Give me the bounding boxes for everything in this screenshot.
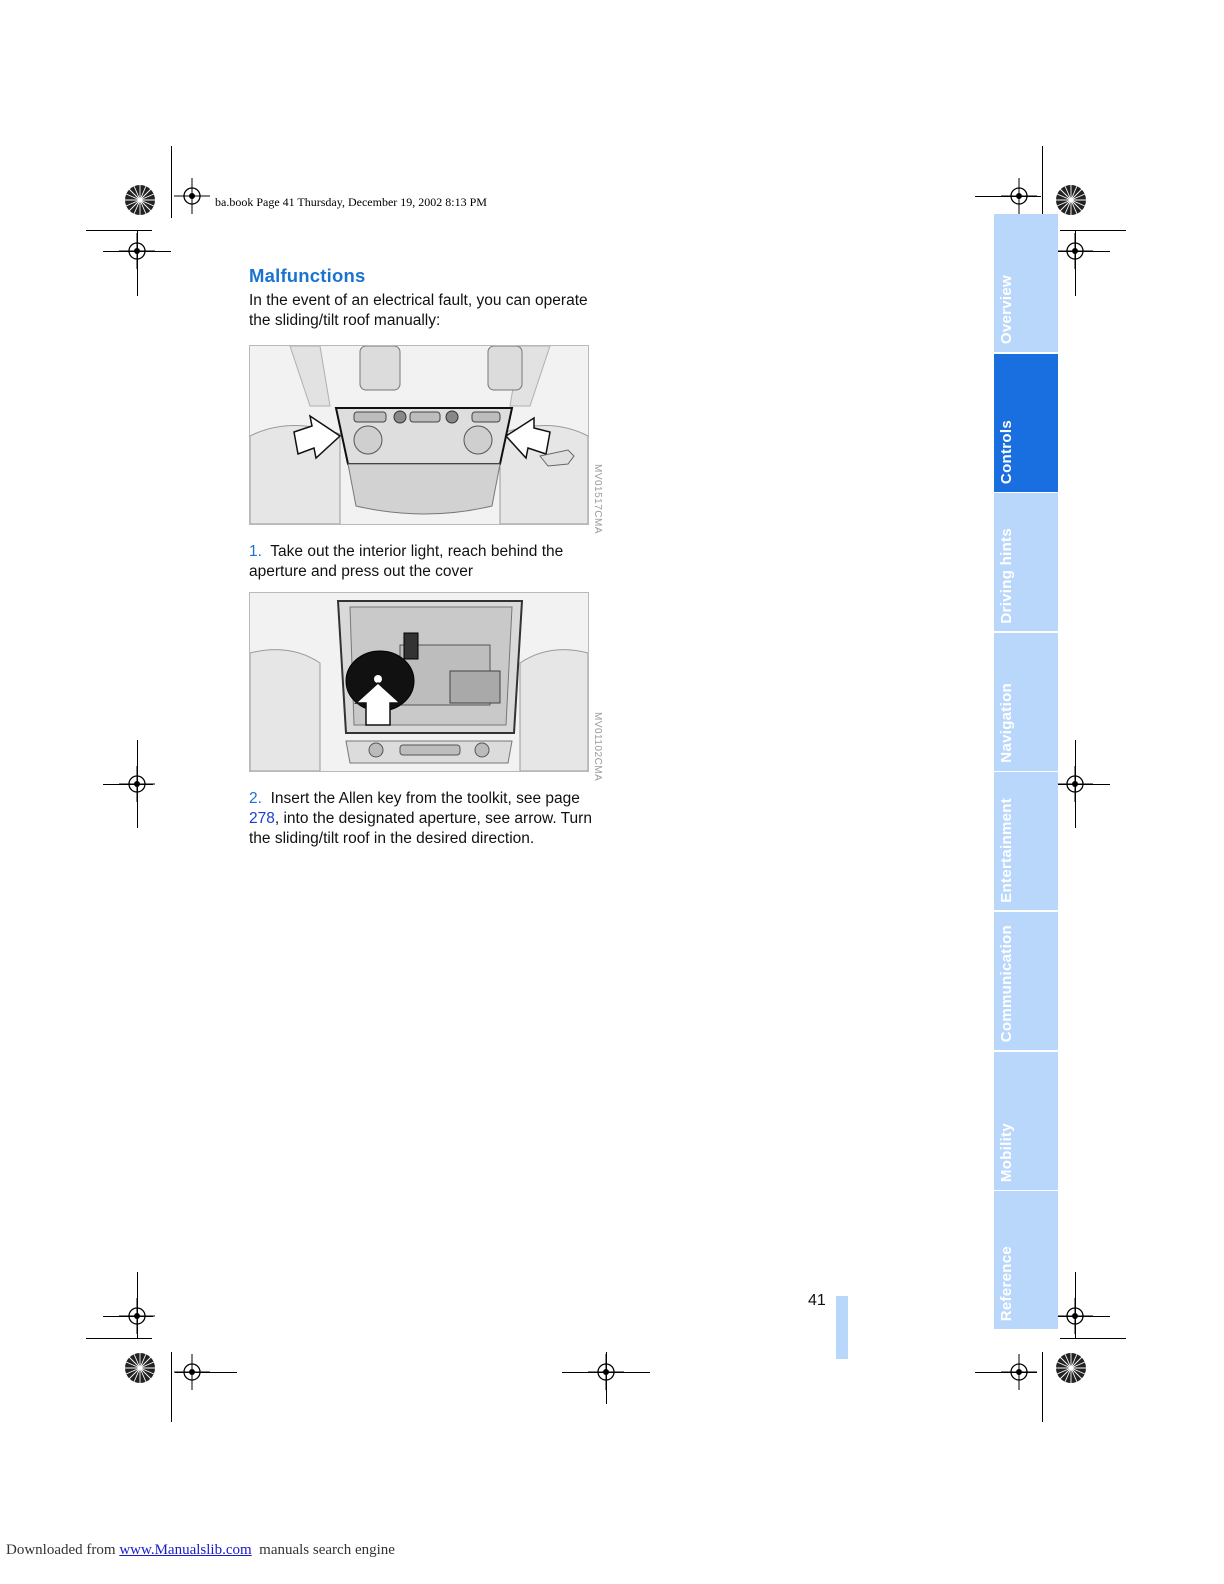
book-header: ba.book Page 41 Thursday, December 19, 2002 8:13 PM (215, 195, 487, 209)
chapter-tabs (994, 214, 1058, 1331)
tab-label: Mobility (998, 1122, 1015, 1182)
tab-driving-hints[interactable] (994, 493, 1058, 631)
interior-light-illustration (250, 346, 588, 524)
step-number: 1. (249, 543, 262, 560)
footer (6, 1542, 395, 1559)
footer-prefix: Downloaded from (6, 1542, 120, 1558)
tab-navigation[interactable] (994, 633, 1058, 771)
tab-entertainment[interactable] (994, 772, 1058, 910)
tab-label: Controls (998, 419, 1015, 484)
crop-line (562, 1372, 650, 1373)
registration-mark-icon (174, 178, 210, 214)
page-number-bar (836, 1296, 848, 1359)
crop-line (86, 230, 152, 231)
crop-line (1075, 1272, 1076, 1338)
crop-line (1060, 1338, 1126, 1339)
step-text: , into the designated aperture, see arrow. Turn the sliding/tilt roof in the desired direction. (249, 810, 592, 847)
tab-overview[interactable] (994, 214, 1058, 352)
figure-code: MV01102CMA (592, 712, 603, 782)
tab-reference[interactable] (994, 1191, 1058, 1329)
rosette-mark-icon (124, 1352, 156, 1384)
tab-label: Navigation (998, 683, 1015, 763)
figure-allen-key-aperture (249, 592, 589, 772)
step-2 (249, 789, 594, 849)
step-1 (249, 542, 594, 582)
crop-line (86, 1338, 152, 1339)
tab-label: Overview (998, 274, 1015, 344)
tab-communication[interactable] (994, 912, 1058, 1050)
tab-label: Entertainment (998, 797, 1015, 903)
crop-line (1075, 230, 1076, 296)
page-number: 41 (808, 1292, 826, 1309)
crop-line (103, 251, 171, 252)
intro-paragraph: In the event of an electrical fault, you can operate the sliding/tilt roof manually: (249, 292, 588, 329)
crop-line (103, 784, 153, 785)
allen-key-illustration (250, 593, 588, 771)
crop-line (1058, 251, 1110, 252)
crop-line (175, 1372, 237, 1373)
crop-line (1058, 784, 1110, 785)
tab-label: Communication (998, 924, 1015, 1042)
tab-label: Driving hints (998, 527, 1015, 624)
crop-line (137, 230, 138, 296)
crop-line (1042, 1352, 1043, 1422)
tab-mobility[interactable] (994, 1052, 1058, 1190)
crop-line (975, 196, 1041, 197)
footer-suffix: manuals search engine (251, 1542, 395, 1558)
crop-line (606, 1352, 607, 1404)
section-heading: Malfunctions (249, 265, 366, 286)
step-text: Insert the Allen key from the toolkit, see page (270, 790, 580, 807)
figure-interior-light (249, 345, 589, 525)
step-number: 2. (249, 790, 262, 807)
crop-line (103, 1316, 153, 1317)
manualslib-link[interactable]: www.Manualslib.com (119, 1542, 252, 1558)
tab-label: Reference (998, 1245, 1015, 1322)
tab-controls[interactable] (994, 354, 1058, 492)
crop-line (137, 1272, 138, 1338)
crop-line (1060, 230, 1126, 231)
step-text: Take out the interior light, reach behind the aperture and press out the cover (249, 543, 564, 580)
crop-line (1042, 146, 1043, 218)
page-reference-link[interactable]: 278 (249, 810, 275, 827)
crop-line (171, 1352, 172, 1422)
crop-line (1058, 1316, 1110, 1317)
figure-code: MV01517CMA (592, 464, 603, 535)
rosette-mark-icon (1055, 184, 1087, 216)
rosette-mark-icon (124, 184, 156, 216)
rosette-mark-icon (1055, 1352, 1087, 1384)
crop-line (975, 1372, 1037, 1373)
crop-line (171, 146, 172, 218)
